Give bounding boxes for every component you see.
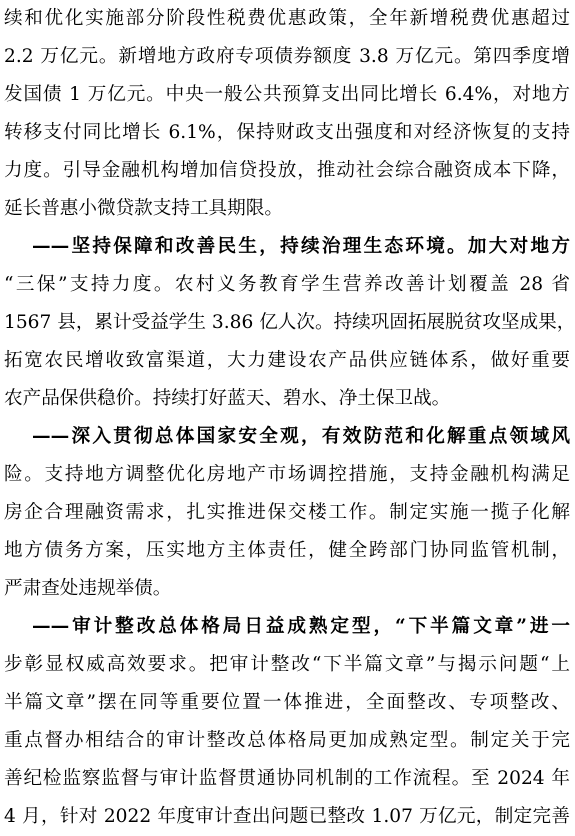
paragraph-1-line-3: 发国债 1 万亿元。中央一般公共预算支出同比增长 6.4%，对地方 xyxy=(4,84,570,105)
paragraph-2-heading-line: ——坚持保障和改善民生，持续治理生态环境。加大对地方 xyxy=(32,236,570,257)
paragraph-4-heading-line: ——审计整改总体格局日益成熟定型，“下半篇文章”进一 xyxy=(32,616,570,637)
paragraph-3-heading-line: ——深入贯彻总体国家安全观，有效防范和化解重点领域风 xyxy=(32,426,570,447)
paragraph-1-line-1: 续和优化实施部分阶段性税费优惠政策，全年新增税费优惠超过 xyxy=(4,8,570,29)
paragraph-2-line-3: 1567 县，累计受益学生 3.86 亿人次。持续巩固拓展脱贫攻坚成果， xyxy=(4,312,575,333)
paragraph-3-line-5: 严肃查处违规举债。 xyxy=(4,578,172,599)
paragraph-1-line-6: 延长普惠小微贷款支持工具期限。 xyxy=(4,198,283,219)
paragraph-4-line-3: 半篇文章”摆在同等重要位置一体推进，全面整改、专项整改、 xyxy=(4,692,570,713)
paragraph-4-line-4: 重点督办相结合的审计整改总体格局更加成熟定型。制定关于完 xyxy=(4,730,570,751)
paragraph-4-line-6: 4 月，针对 2022 年度审计查出问题已整改 1.07 万亿元，制定完善 xyxy=(4,806,570,827)
paragraph-4-line-2: 步彰显权威高效要求。把审计整改“下半篇文章”与揭示问题“上 xyxy=(4,654,570,675)
paragraph-1-line-4: 转移支付同比增长 6.1%，保持财政支出强度和对经济恢复的支持 xyxy=(4,122,570,143)
paragraph-3-line-3: 房企合理融资需求，扎实推进保交楼工作。制定实施一揽子化解 xyxy=(4,502,570,523)
paragraph-3-line-4: 地方债务方案，压实地方主体责任，健全跨部门协同监管机制， xyxy=(4,540,570,561)
paragraph-1-line-5: 力度。引导金融机构增加信贷投放，推动社会综合融资成本下降， xyxy=(4,160,570,181)
paragraph-2-line-5: 农产品保供稳价。持续打好蓝天、碧水、净土保卫战。 xyxy=(4,388,451,409)
paragraph-1-line-2: 2.2 万亿元。新增地方政府专项债券额度 3.8 万亿元。第四季度增 xyxy=(4,46,570,67)
paragraph-2-line-4: 拓宽农民增收致富渠道，大力建设农产品供应链体系，做好重要 xyxy=(4,350,570,371)
paragraph-2-line-2: “三保”支持力度。农村义务教育学生营养改善计划覆盖 28 省 xyxy=(4,274,570,295)
paragraph-4-line-5: 善纪检监察监督与审计监督贯通协同机制的工作流程。至 2024 年 xyxy=(4,768,570,789)
paragraph-3-line-2: 险。支持地方调整优化房地产市场调控措施，支持金融机构满足 xyxy=(4,464,570,485)
